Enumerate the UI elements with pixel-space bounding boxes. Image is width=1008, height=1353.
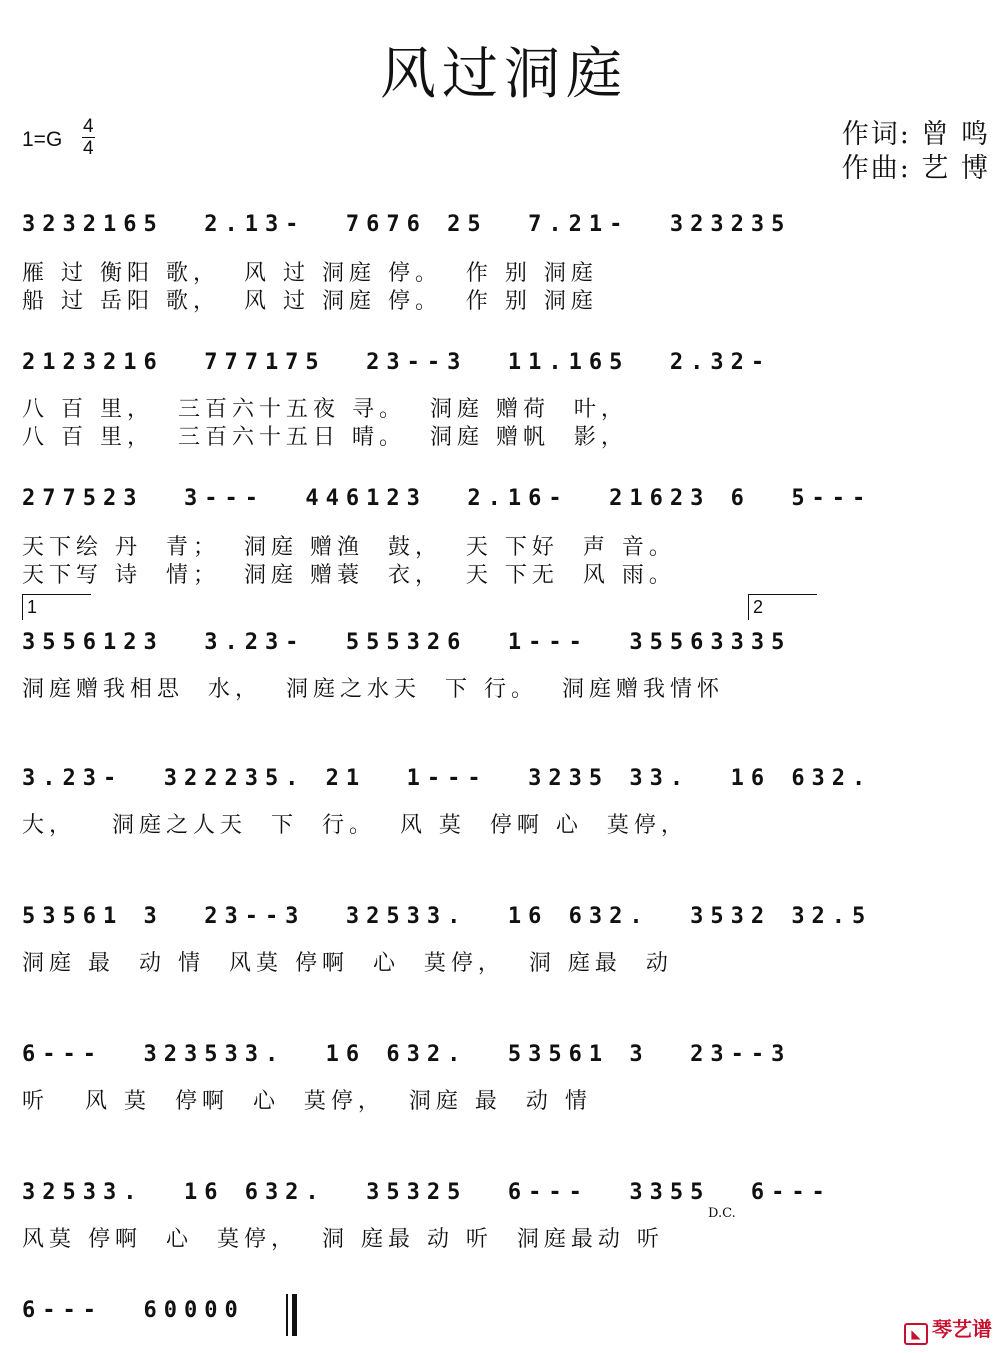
score-title: 风过洞庭: [380, 42, 628, 107]
lyrics-line-1-verse-1: 雁 过 衡阳 歌， 风 过 洞庭 停。 作 别 洞庭: [22, 261, 598, 286]
key-signature: 1=G: [22, 128, 63, 151]
lyrics-line-3-verse-2: 天下写 诗 情； 洞庭 赠蓑 衣， 天 下无 风 雨。: [22, 563, 676, 588]
lyrics-line-4-verse-1: 洞庭赠我相思 水， 洞庭之水天 下 行。 洞庭赠我情怀: [22, 677, 724, 702]
logo-icon: ◣: [904, 1323, 928, 1345]
notes-line-4: 3556123 3.23- 555326 1--- 35563335: [22, 630, 792, 655]
volta-first-ending: 1: [22, 594, 91, 620]
lyrics-line-1-verse-2: 船 过 岳阳 歌， 风 过 洞庭 停。 作 别 洞庭: [22, 289, 598, 314]
notes-line-5: 3.23- 322235. 21 1--- 3235 33. 16 632.: [22, 766, 873, 791]
final-barline-thick: [292, 1294, 297, 1336]
notes-line-6: 53561 3 23--3 32533. 16 632. 3532 32.5: [22, 904, 873, 929]
watermark-text: 琴艺谱: [932, 1317, 992, 1341]
time-signature-bottom: 4: [83, 138, 94, 159]
notes-line-9: 6--- 60000: [22, 1298, 245, 1323]
da-capo-mark: D.C.: [708, 1206, 736, 1221]
final-barline-thin: [286, 1294, 288, 1336]
time-signature-top: 4: [83, 116, 94, 137]
notes-line-7: 6--- 323533. 16 632. 53561 3 23--3: [22, 1042, 792, 1067]
lyrics-line-2-verse-2: 八 百 里， 三百六十五日 晴。 洞庭 赠帆 影，: [22, 425, 628, 450]
lyrics-line-7-verse-1: 听 风 莫 停啊 心 莫停， 洞庭 最 动 情: [22, 1089, 592, 1114]
lyrics-line-2-verse-1: 八 百 里， 三百六十五夜 寻。 洞庭 赠荷 叶，: [22, 397, 628, 422]
notes-line-1: 3232165 2.13- 7676 25 7.21- 323235: [22, 212, 792, 237]
time-signature: [82, 116, 95, 159]
composer-credit: 作曲: 艺 博: [841, 153, 990, 184]
notes-line-3: 277523 3--- 446123 2.16- 21623 6 5---: [22, 486, 873, 511]
lyricist-credit: 作词: 曾 鸣: [841, 119, 990, 150]
lyrics-line-5-verse-1: 大， 洞庭之人天 下 行。 风 莫 停啊 心 莫停，: [22, 813, 688, 838]
watermark-logo: [904, 1313, 992, 1345]
notes-line-8: 32533. 16 632. 35325 6--- 3355 6---: [22, 1180, 832, 1205]
lyrics-line-6-verse-1: 洞庭 最 动 情 风莫 停啊 心 莫停， 洞 庭最 动: [22, 951, 673, 976]
volta-second-ending: 2: [748, 594, 817, 620]
lyrics-line-3-verse-1: 天下绘 丹 青； 洞庭 赠渔 鼓， 天 下好 声 音。: [22, 535, 676, 560]
notes-line-2: 2123216 777175 23--3 11.165 2.32-: [22, 350, 772, 375]
lyrics-line-8-verse-1: 风莫 停啊 心 莫停， 洞 庭最 动 听 洞庭最动 听: [22, 1227, 664, 1252]
